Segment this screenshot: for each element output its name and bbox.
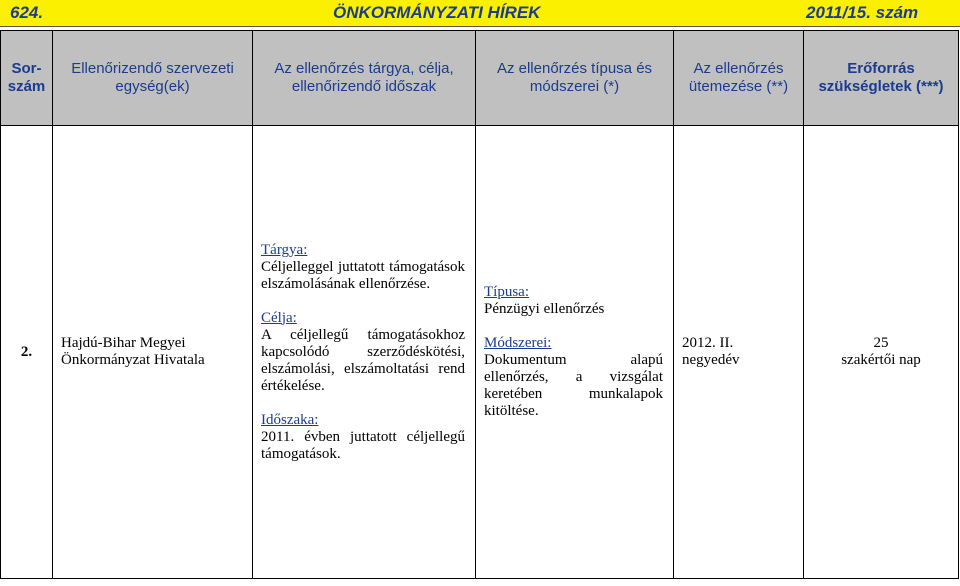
subject-label: Tárgya:: [261, 241, 308, 258]
page-number: 624.: [10, 3, 44, 22]
column-header-resources: Erőforrás szükségletek (***): [804, 31, 959, 126]
method-text: Dokumentum alapú ellenőrzés, a vizsgálat keretében munkalapok kitöltése.: [484, 352, 663, 419]
subject-cell: [253, 126, 476, 579]
column-header-subject: Az ellenőrzés tárgya, célja, ellenőrizendő időszak: [253, 31, 476, 126]
goal-label: Célja:: [261, 309, 297, 326]
goal-text: A céljellegű támogatásokhoz kapcsolódó szerződéskötési, elszámolási, elszámoltatási rend értékelése.: [261, 326, 465, 394]
method-label: Módszerei:: [484, 335, 552, 351]
issue-number: 2011/15. szám: [806, 3, 919, 22]
publication-title: ÖNKORMÁNYZATI HÍREK: [333, 3, 541, 22]
column-header-schedule: Az ellenőrzés ütemezése (**): [674, 31, 804, 126]
audit-plan-table: [0, 30, 959, 579]
column-header-number: Sor- szám: [1, 31, 53, 126]
page-header: [0, 0, 960, 27]
type-text: Pénzügyi ellenőrzés: [484, 301, 605, 317]
organization-cell: Hajdú-Bihar Megyei Önkormányzat Hivatala: [53, 126, 253, 579]
table-header-row: [1, 31, 959, 126]
subject-text: Céljelleggel juttatott támogatások elszámolásának ellenőrzése.: [261, 258, 465, 292]
column-header-type: Az ellenőrzés típusa és módszerei (*): [476, 31, 674, 126]
period-label: Időszaka:: [261, 411, 319, 428]
type-cell: [476, 126, 674, 579]
period-text: 2011. évben juttatott céljellegű támogatások.: [261, 428, 465, 462]
resources-cell: 25 szakértői nap: [804, 126, 959, 579]
table-row: [1, 126, 959, 579]
type-label: Típusa:: [484, 284, 529, 300]
column-header-organization: Ellenőrizendő szervezeti egység(ek): [53, 31, 253, 126]
row-number: 2.: [1, 126, 53, 579]
schedule-cell: 2012. II. negyedév: [674, 126, 804, 579]
